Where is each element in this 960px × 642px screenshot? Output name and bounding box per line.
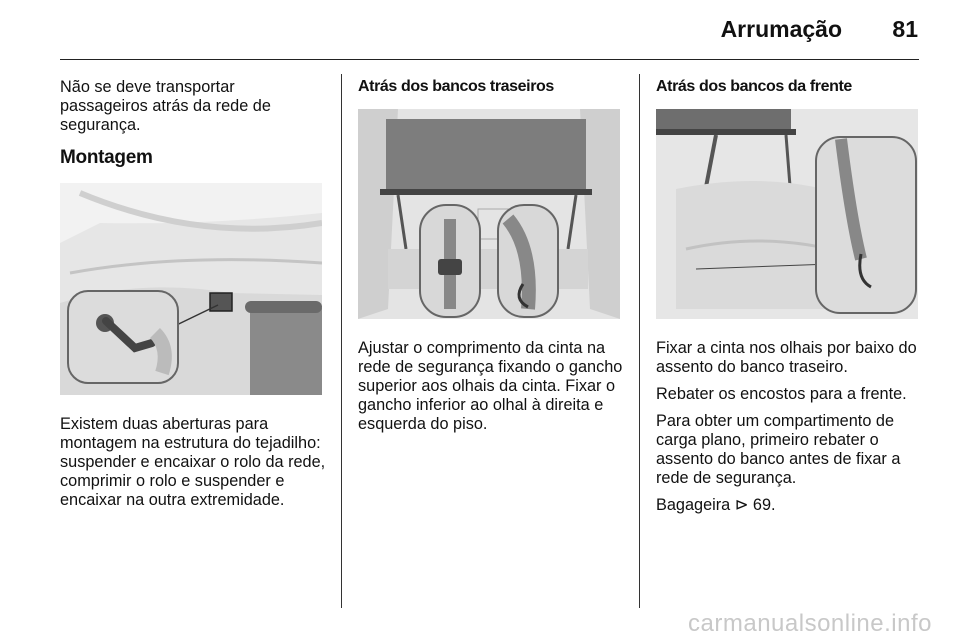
rear-seats-heading: Atrás dos bancos traseiros [358, 78, 554, 95]
header-rule [60, 59, 919, 60]
section-title: Arrumação [720, 16, 842, 42]
rear-seats-body: Ajustar o comprimento da cinta na rede de segurança fixando o gancho superior aos olhais da cinta. Fixar o gancho inferior ao olhal à direita e esquerda do piso. [358, 339, 623, 433]
front-seats-p2: Rebater os encostos para a frente. [656, 385, 907, 403]
intro-text: Não se deve transportar passageiros atrás da rede de segurança. [60, 78, 271, 134]
montagem-heading: Montagem [60, 147, 153, 168]
front-seats-illustration [656, 109, 918, 319]
page-number: 81 [892, 16, 918, 42]
front-seats-heading: Atrás dos bancos da frente [656, 78, 852, 95]
rear-seats-illustration [358, 109, 620, 319]
roof-mount-illustration [60, 183, 322, 395]
column-2 [358, 78, 624, 442]
front-seats-p1: Fixar a cinta nos olhais por baixo do assento do banco traseiro. [656, 339, 917, 376]
page-header [0, 0, 960, 62]
cross-reference-link[interactable]: Bagageira ⊳ 69. [656, 496, 776, 514]
column-divider-1 [341, 74, 342, 608]
column-3 [656, 78, 922, 523]
column-1 [60, 78, 326, 518]
montagem-body: Existem duas aberturas para montagem na estrutura do tejadilho: suspender e encaixar o rolo da rede, comprimir o rolo e suspender e encaixar na outra extremidade. [60, 415, 326, 509]
column-divider-2 [639, 74, 640, 608]
watermark: carmanualsonline.info [688, 610, 932, 637]
front-seats-p3: Para obter um compartimento de carga plano, primeiro rebater o assento do banco antes de fixar a rede de segurança. [656, 412, 901, 487]
